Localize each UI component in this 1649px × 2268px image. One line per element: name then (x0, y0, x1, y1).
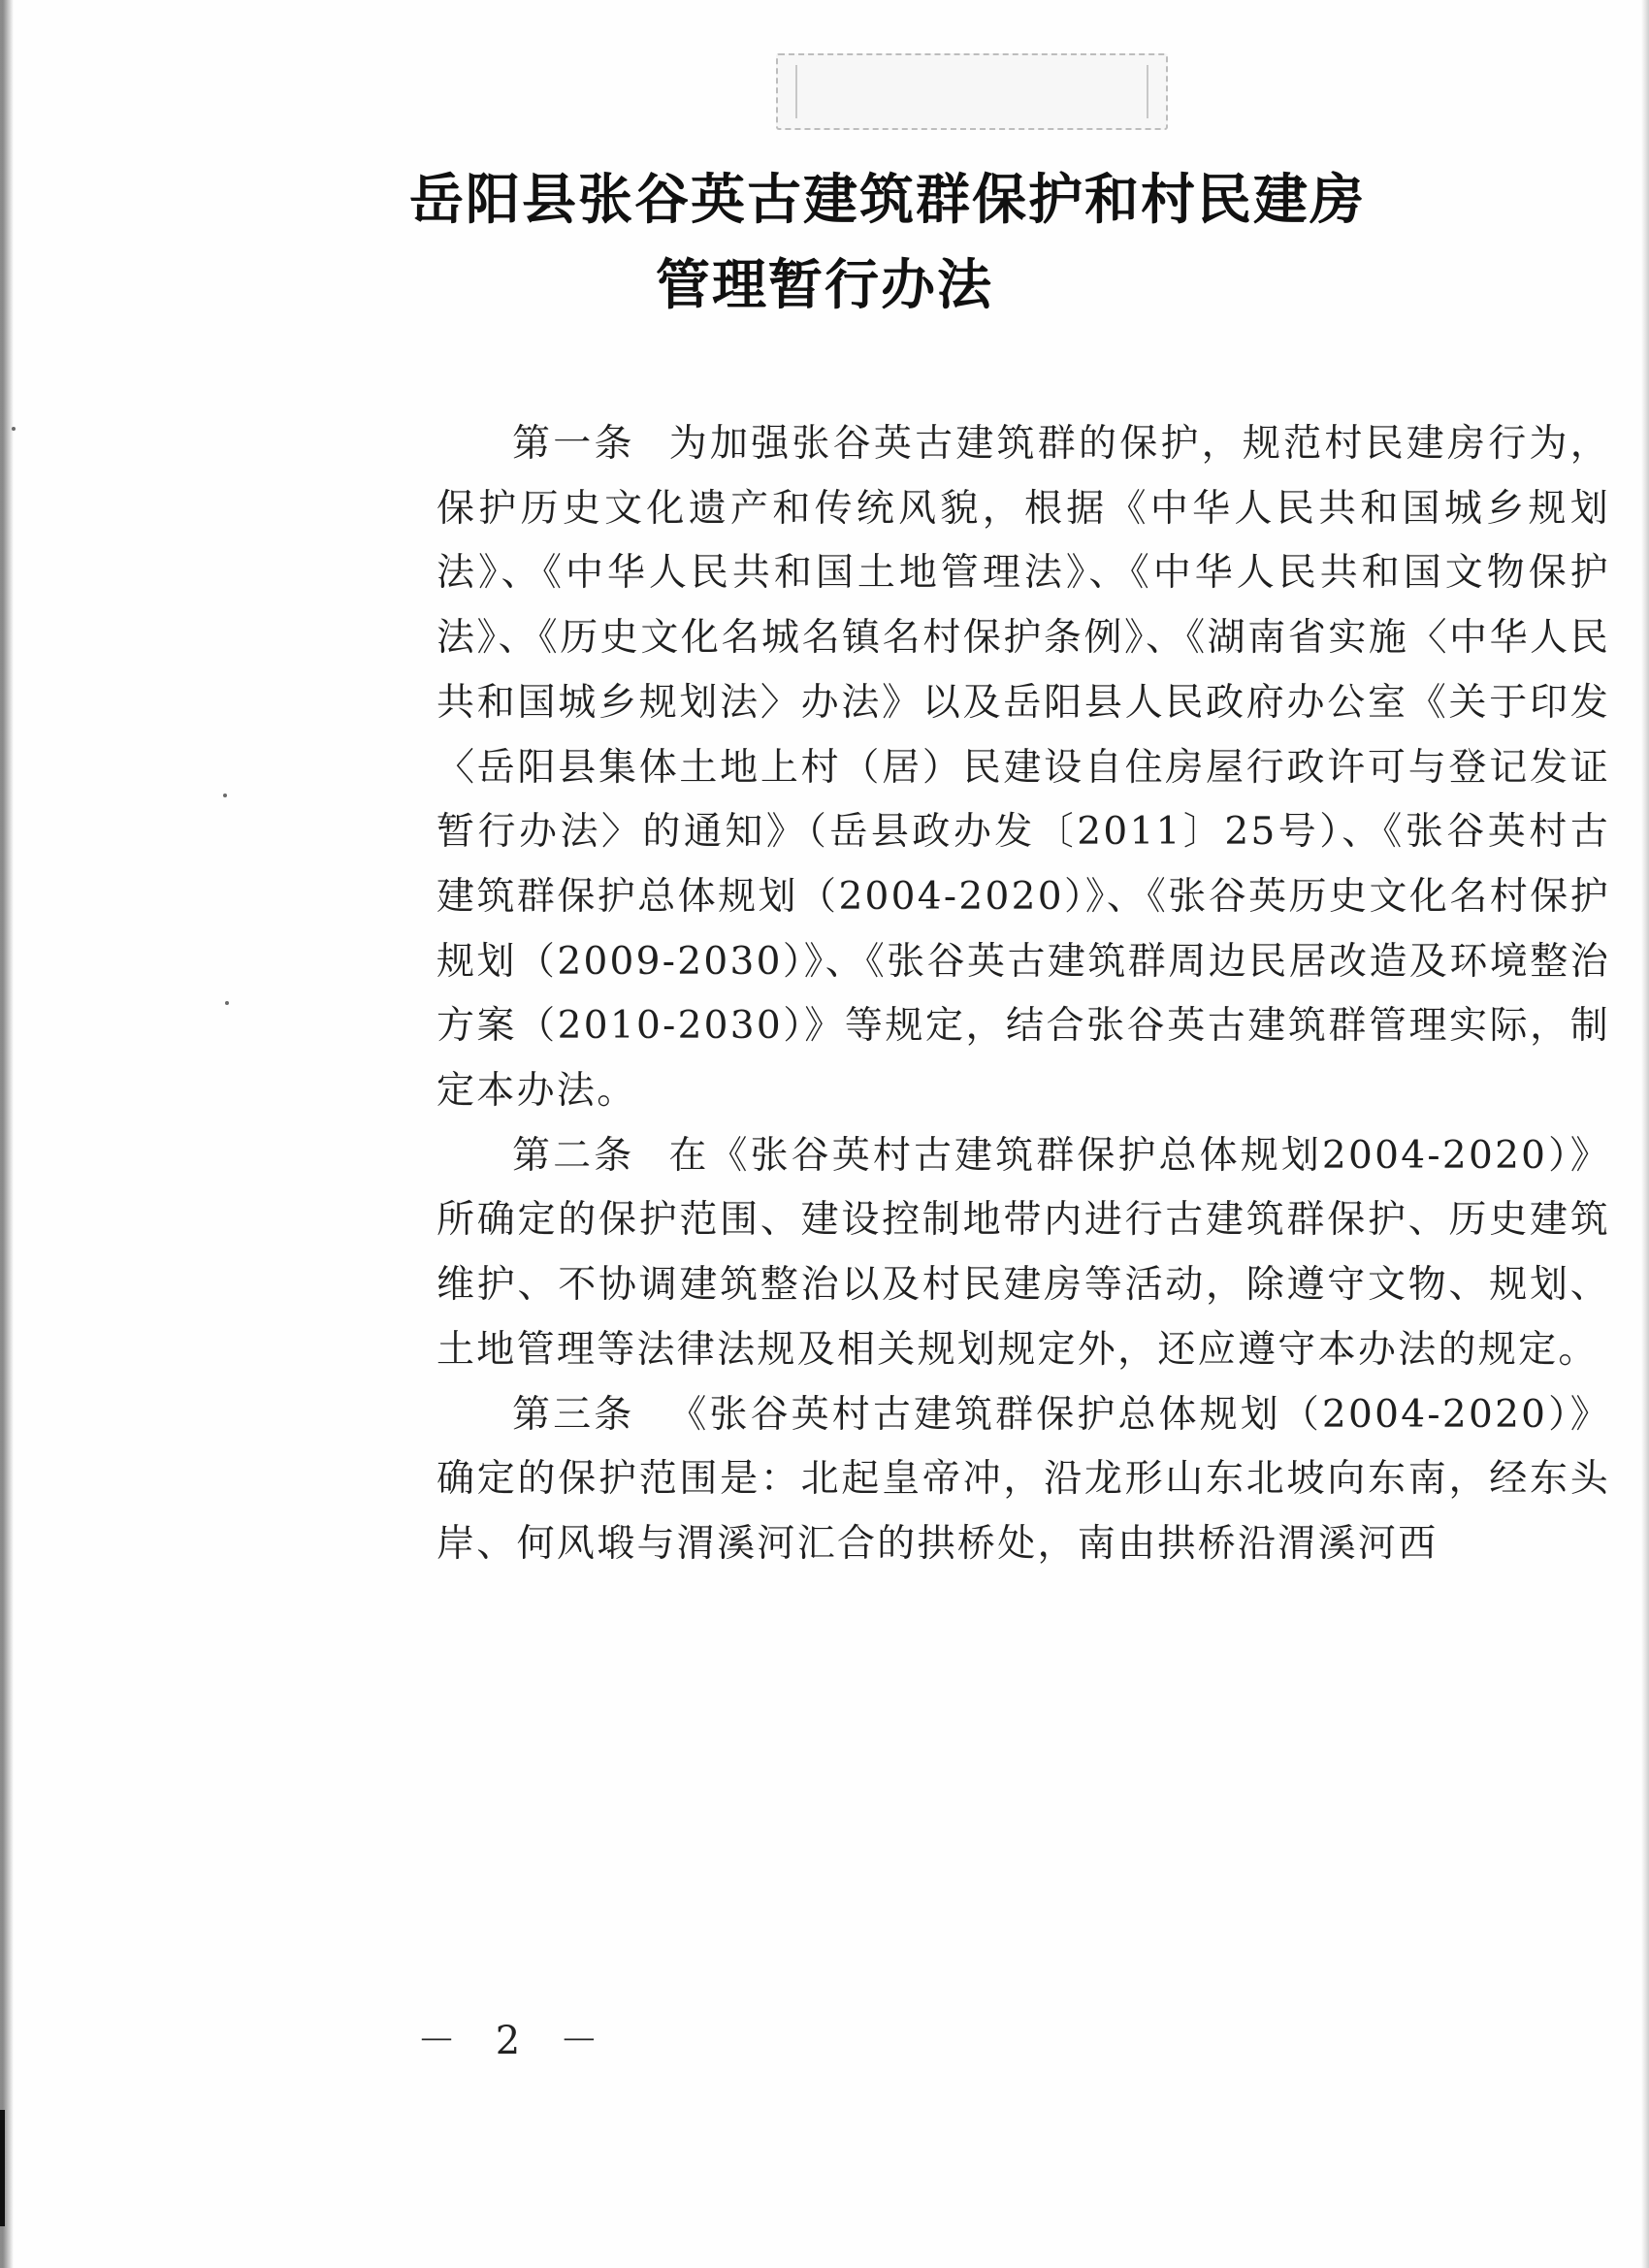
scan-speck (12, 427, 16, 431)
scan-shadow-left (0, 0, 14, 2268)
document-body (436, 412, 1610, 1577)
article-text: 在《张谷英村古建筑群保护总体规划2004-2020）》所确定的保护范围、建设控制地带内进行古建筑群保护、历史建筑维护、不协调建筑整治以及村民建房等活动，除遵守文物、规划、土地管理等法律法规及相关规划规定外，还应遵守本办法的规定。 (436, 1133, 1610, 1372)
scan-speck (225, 1001, 229, 1005)
article-number: 第二条 (512, 1133, 635, 1178)
article-text: 为加强张谷英古建筑群的保护，规范村民建房行为，保护历史文化遗产和传统风貌，根据《中华人民共和国城乡规划法》、《中华人民共和国土地管理法》、《中华人民共和国文物保护法》、《历史文化名城名镇名村保护条例》、《湖南省实施〈中华人民共和国城乡规划法〉办法》以及岳阳县人民政府办公室《关于印发〈岳阳县集体土地上村（居）民建设自住房屋行政许可与登记发证暂行办法〉的通知》（岳县政办发〔2011〕25号）、《张谷英村古建筑群保护总体规划（2004-2020）》、《张谷英历史文化名村保护规划（2009-2030）》、《张谷英古建筑群周边民居改造及环境整治方案（2010-2030）》等规定，结合张谷英古建筑群管理实际，制定本办法。 (436, 422, 1610, 1114)
faded-stamp (776, 53, 1168, 130)
article-1 (436, 412, 1610, 1124)
article-3 (436, 1383, 1610, 1577)
document-title-line-1: 岳阳县张谷英古建筑群保护和村民建房 (409, 168, 1366, 232)
faded-stamp-inner (795, 65, 1148, 118)
scan-shadow-right (1641, 0, 1649, 2268)
article-2 (436, 1124, 1610, 1383)
article-number: 第三条 (512, 1392, 635, 1437)
article-text: 《张谷英村古建筑群保护总体规划（2004-2020）》确定的保护范围是：北起皇帝冲，沿龙形山东北坡向东南，经东头岸、何风塅与渭溪河汇合的拱桥处，南由拱桥沿渭溪河西 (436, 1392, 1610, 1566)
binding-mark (0, 2110, 5, 2226)
document-title-line-2: 管理暂行办法 (656, 253, 993, 317)
scan-speck (223, 794, 227, 797)
article-number: 第一条 (512, 422, 635, 466)
page-number: － 2 － (417, 2019, 612, 2063)
